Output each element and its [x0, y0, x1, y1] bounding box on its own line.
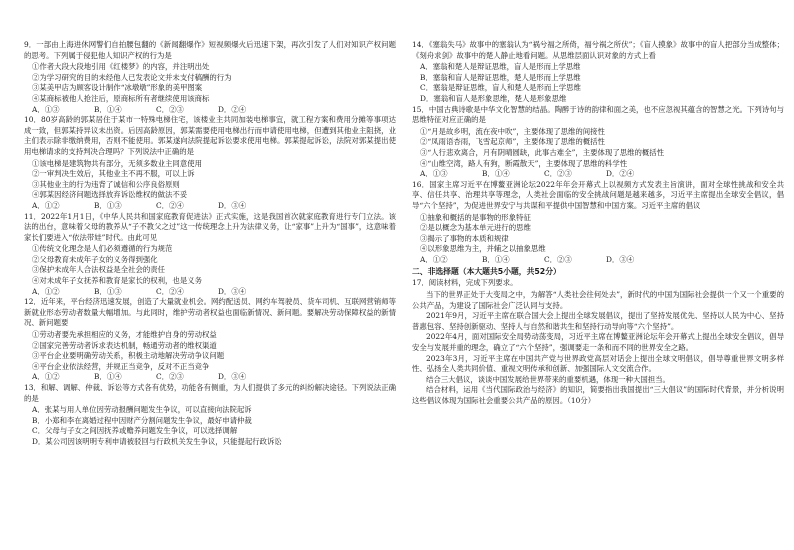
- question-stem: 11．2022年1月1日，《中华人民共和国家庭教育促进法》正式实施，这是我国首次就家庭教育进行专门立法。该法的出台，意味着父母的教养从“子不教父之过”这一传统理念上升为法律义务，让“家事”上升为“国事”，这意味着家长们要进入“依法带娃”时代。由此可见: [24, 211, 396, 242]
- choice-a: A．①②: [420, 254, 448, 264]
- question-12: [24, 297, 396, 383]
- option: ②“凤雨语杏雨，飞雪起京师”，主要体现了思维的概括性: [420, 137, 605, 147]
- material-paragraph: 2023年3月，习近平主席在中国共产党与世界政党高层对话会上提出全球文明倡议，倡导尊重世界文明多样性、弘扬全人类共同价值、重视文明传承和创新、加强国际人文交流合作。: [412, 353, 784, 374]
- option: C．塞翁是辩证思维，盲人和楚人是形而上学思维: [420, 83, 581, 93]
- option: ②一审判决生效后，其他业主不再不服，可以上诉: [32, 169, 195, 179]
- option: ②是以概念为基本单元进行的思维: [420, 223, 531, 233]
- option: ④郭某因经济问题选择放弃诉讼维权的做法不妥: [32, 190, 188, 200]
- question-stem: 10．80岁高龄的郭某居住于某市一特殊电梯住宅，该楼业主共同加装电梯事宜，就工程方案和费用分摊等事项达成一致，但郭某持异议未出资。后因高龄原因，郭某需要使用电梯出行而申请使用电梯，但遭到其他业主阻挠，业主们表示除非缴纳费用，否则不能使用。郭某遂向法院提起诉讼要求使用电梯。郭某提起诉讼，法院对郭某提出使用电梯请求的支持判决合理吗？下列说法中正确的是: [24, 115, 396, 156]
- option: ③保护未成年人合法权益是全社会的责任: [32, 265, 166, 275]
- choice-b: B．①④: [482, 254, 510, 264]
- question-14: [412, 40, 784, 105]
- choice-d: D．③④: [606, 254, 635, 264]
- choice-d: D．②④: [606, 169, 635, 179]
- option: ②为学习研究的目的未经他人已发表论文并未支付稿酬的行为: [32, 72, 232, 82]
- choice-c: C．②③: [544, 254, 572, 264]
- choice-b: B．①④: [94, 372, 122, 382]
- choice-a: A．①②: [32, 372, 60, 382]
- option: D．某公司因该明明专利申请被驳回与行政机关发生争议，只能提起行政诉讼: [32, 436, 282, 446]
- choice-b: B．①④: [482, 169, 510, 179]
- section-title: 二、非选择题（本大题共5小题，共52分）: [412, 267, 561, 277]
- answer-choices: [412, 169, 784, 180]
- choice-a: A．①③: [420, 169, 448, 179]
- option: ④平台企业依法经营，并规正当竞争，反对不正当竞争: [32, 361, 210, 371]
- question-13: [24, 383, 396, 448]
- question-prompt: 结合材料，运用《当代国际政治与经济》的知识，简要指出我国提出“三大倡议”的国际时代背景，并分析说明这些倡议体现为国际社会重要公共产品的原因。（10分）: [412, 385, 784, 405]
- answer-choices: [24, 372, 396, 383]
- option: ③其他业主的行为违背了诚信和公序良俗原则: [32, 179, 180, 189]
- option: B．小郑和李在离婚过程中因财产分割问题发生争议，最好申请仲裁: [32, 415, 252, 425]
- question-stem: 16．国家主席习近平在博鳌亚洲论坛2022年年会开幕式上以视频方式发表主旨演讲，面对全球性挑战和安全共享、信任共享、治理共享等理念，人类社会面临的安全挑战问题是越来越多，习近平主席提出全球安全倡议，倡导“六个坚持”，为促进世界安宁与共谋和平提供中国智慧和中国方案。习近平主席的倡议: [412, 179, 784, 210]
- answer-choices: [24, 287, 396, 298]
- question-15: [412, 105, 784, 180]
- option: ①劳动者要先承担相应的义务，才能维护自身的劳动权益: [32, 330, 217, 340]
- choice-d: D．②④: [218, 104, 247, 114]
- option: C．父母与子女之间因抚养或赡养问题发生争议，可以选择调解: [32, 426, 238, 436]
- choice-c: C．②④: [156, 286, 184, 296]
- choice-c: C．②③: [156, 372, 184, 382]
- option: ①抽象和概括的是事物的形象特征: [420, 212, 531, 222]
- choice-d: D．③④: [218, 372, 247, 382]
- option: ①传统文化理念是人们必须遵循的行为规范: [32, 244, 173, 254]
- option: ③“人行悲欢离合，月有阴晴圆缺，此事古难全”，主要体现了思维的概括性: [420, 147, 665, 157]
- option: ③平台企业要明确劳动关系，积极主动地解决劳动争议问题: [32, 351, 225, 361]
- question-stem: 9．一部由上海进休网警们自拍腰包翻的《新闻翻爆作》短视频爆火后迅速下架，再次引发了人们对知识产权问题的思考。下列属于侵犯他人知识产权的行为是: [24, 40, 396, 60]
- option: ①“月是故乡明，流在夜中吹”，主要体现了思维的间接性: [420, 126, 605, 136]
- choice-b: B．①③: [94, 200, 122, 210]
- option: ②国家完善劳动者诉求表达机制，畅通劳动者的维权渠道: [32, 340, 217, 350]
- right-column: [412, 40, 784, 407]
- question-stem: 15．中国古典诗歌是中华文化智慧的结晶。陶醉于诗的韵律和面之美，也不应忽视其蕴含的智慧之光。下列诗句与思维特征对应正确的是: [412, 104, 784, 125]
- option: ④对未成年子女抚养和教育是家长的权利，也是义务: [32, 276, 202, 286]
- choice-c: C．②③: [156, 104, 184, 114]
- option: A．张某与用人单位因劳动报酬问题发生争议，可以直接向法院起诉: [32, 405, 252, 415]
- question-11: [24, 212, 396, 298]
- option: ④“山维空湾，路人有狗，断霞散天”，主要体现了思维的科学性: [420, 158, 628, 168]
- question-16: [412, 180, 784, 266]
- option: ①作者大段大段地引用《红楼梦》的内容，并注明出处: [32, 62, 210, 72]
- option: ①该电梯是建筑物共有部分，无须多数业主同意使用: [32, 158, 202, 168]
- choice-a: A．①③: [32, 104, 60, 114]
- material-paragraph: 当下的世界正处于大变局之中，为解答“人类社会往何处去”，新时代的中国为国际社会提供一个又一个重要的公共产品，为建设了国际社会广泛认同与支持。: [412, 290, 784, 310]
- option: A．塞翁和楚人是辩证思维，盲人是形而上学思维: [420, 62, 581, 72]
- choice-d: D．③④: [218, 200, 247, 210]
- option: D．塞翁和盲人是形象思维，楚人是形象思维: [420, 93, 567, 103]
- option: ③揭示了事物的本质和规律: [420, 233, 509, 243]
- answer-choices: [24, 201, 396, 212]
- choice-b: B．①③: [94, 286, 122, 296]
- question-stem: 13．和解、调解、仲裁、诉讼等方式各有优势，功能各有侧重，为人们提供了多元的纠纷解决途径。下列说法正确的是: [24, 383, 396, 403]
- question-10: [24, 115, 396, 211]
- choice-c: C．②④: [156, 200, 184, 210]
- choice-a: A．①②: [32, 200, 60, 210]
- material-paragraph: 结合三大倡议，谈谈中国发展给世界带来的重要机遇，体现一种大国担当。: [426, 374, 670, 384]
- option: ③某美甲店为顾客设计制作“冰墩墩”形象的美甲图案: [32, 83, 203, 93]
- answer-choices: [412, 255, 784, 266]
- question-stem: 12．近年来，平台经济迅速发展，创造了大量就业机会。网约配送员、网约车驾驶员、货车司机、互联网营销师等新就业形态劳动者数量大幅增加。与此同时，维护劳动者权益也面临新情况、新问题。要解决劳动保障权益的新情况、新问题要: [24, 297, 396, 328]
- question-stem: 17．阅读材料，完成下列要求。: [412, 278, 518, 288]
- choice-d: D．③④: [218, 286, 247, 296]
- choice-a: A．①②: [32, 286, 60, 296]
- material-paragraph: 2021年9月，习近平主席在联合国大会上提出全球发展倡议，提出了坚持发展优先、坚持以人民为中心、坚持普惠包容、坚持创新驱动、坚持人与自然和谐共生和坚持行动导向等“六个坚持”。: [412, 311, 784, 331]
- question-9: [24, 40, 396, 115]
- question-stem: 14．《塞翁失马》故事中的塞翁认为“祸兮福之所倚，福兮祸之所伏”；《盲人摸象》故事中的盲人把部分当成整体；《刻舟求剑》故事中的楚人静止地看问题。从思维层面认识对象的方式上看: [412, 40, 784, 60]
- option: ④某商标被他人抢注后，原商标所有者继续使用该商标: [32, 93, 210, 103]
- answer-choices: [24, 105, 396, 116]
- choice-b: B．①④: [94, 104, 122, 114]
- option: ②父母教育未成年子女的义务得到强化: [32, 254, 158, 264]
- left-column: [24, 40, 396, 448]
- material-paragraph: 2022年4月，面对国际安全局势动荡变局，习近平主席在博鳌亚洲论坛年会开幕式上提出全球安全倡议，倡导安全与发展并重的理念，确立了“六个坚持”，强调要走一条和而不同的世界安全之路。: [412, 332, 784, 353]
- question-17: [412, 278, 784, 406]
- option: B．塞翁和盲人是辩证思维，楚人是形而上学思维: [420, 72, 581, 82]
- choice-c: C．②③: [544, 169, 572, 179]
- option: ④以形象思维为主，并辅之以抽象思维: [420, 244, 546, 254]
